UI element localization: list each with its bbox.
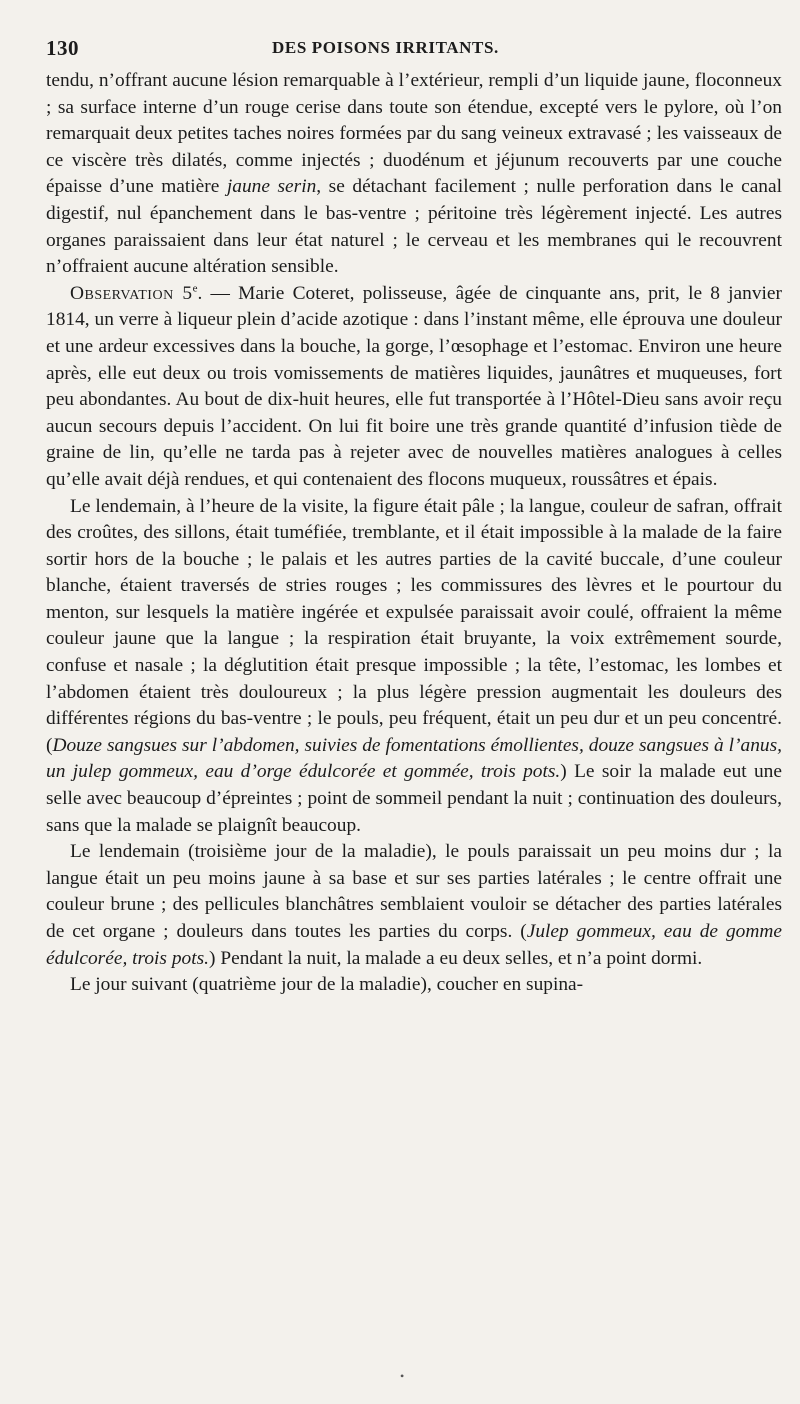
text-run: ) Pendant la nuit, la malade a eu deux selles, et n’a point dormi. xyxy=(209,947,703,969)
text-run: tendu, n’offrant aucune lésion remarquable à l’extérieur, rempli d’un liquide jaune, floconneux ; sa surface interne d’un rouge cerise dans toute son étendue, excepté vers le pylore, où l’on remarquait deux petites taches noires formées par du sang veineux extravasé ; les vaisseaux de ce viscère très dilatés, comme injectés ; duodénum et jéjunum recouverts par une couche épaisse d’une matière xyxy=(46,70,782,198)
text-run: Le jour suivant (quatrième jour de la maladie), coucher en supina- xyxy=(70,974,584,996)
paragraph xyxy=(46,972,782,999)
text-run: ) Le soir la malade eut une selle avec beaucoup d’épreintes ; point de sommeil pendant la nuit ; continuation des douleurs, sans que la malade se plaignît beaucoup. xyxy=(46,761,782,836)
text-run: . — Marie Coteret, polisseuse, âgée de cinquante ans, prit, le 8 janvier 1814, un verre à liqueur plein d’acide azotique : dans l’instant même, elle éprouva une douleur et une ardeur excessives dans la bouche, la gorge, l’œsophage et l’estomac. Environ une heure après, elle eut deux ou trois vomissements de matières liquides, jaunâtres et muqueuses, fort peu abondantes. Au bout de dix-huit heures, elle fut transportée à l’Hôtel-Dieu sans avoir reçu aucun secours depuis l’accident. On lui fit boire une très grande quantité d’infusion tiède de graine de lin, qu’elle ne tarda pas à rejeter avec de nouvelles matières analogues à celles qu’elle avait déjà rendues, et qui contenaient des flocons muqueux, roussâtres et épais. xyxy=(46,282,782,490)
ordinal-superscript: e xyxy=(192,282,198,295)
paragraph xyxy=(46,494,782,840)
text-run: , se détachant facilement ; nulle perforation dans le canal digestif, nul épanchement dans le bas-ventre ; péritoine très légèrement injecté. Les autres organes paraissaient dans leur état naturel ; le cerveau et les membranes qui le recouvrent n’offraient aucune altération sensible. xyxy=(46,176,782,278)
italic-text: jaune serin xyxy=(226,176,317,198)
observation-heading: Observation 5 xyxy=(70,282,193,304)
running-head: DES POISONS IRRITANTS. xyxy=(272,38,499,57)
page-header xyxy=(46,32,780,68)
italic-text: Douze sangsues sur l’abdomen, suivies de fomentations émollientes, douze sangsues à l’anus, un julep gommeux, eau d’orge édulcorée et gommée, trois pots. xyxy=(46,734,782,783)
paragraph xyxy=(46,68,782,281)
footer-mark: • xyxy=(400,1369,405,1383)
page-number: 130 xyxy=(46,36,79,60)
italic-text: Julep gommeux, eau de gomme édulcorée, trois pots. xyxy=(46,921,782,969)
paragraph xyxy=(46,281,782,494)
text-run: Le lendemain (troisième jour de la maladie), le pouls paraissait un peu moins dur ; la langue était un peu moins jaune à sa base et sur ses parties latérales ; le centre offrait une couleur brune ; des pellicules blanchâtres semblaient vouloir se détacher des parties latérales de cet organe ; douleurs dans toutes les parties du corps. ( xyxy=(46,841,782,942)
body-text xyxy=(46,68,782,999)
text-run: Le lendemain, à l’heure de la visite, la figure était pâle ; la langue, couleur de safran, offrait des croûtes, des sillons, était tuméfiée, tremblante, et il était impossible à la malade de la faire sortir hors de la bouche ; le palais et les autres parties de la cavité buccale, d’une couleur blanche, étaient traversés de stries rouges ; les commissures des lèvres et le pourtour du menton, sur lesquels la matière ingérée et expulsée paraissait avoir coulé, offraient la même couleur jaune que la langue ; la respiration était bruyante, la voix extrêmement sourde, confuse et nasale ; la déglutition était presque impossible ; la tête, l’estomac, les lombes et l’abdomen étaient très douloureux ; la plus légère pression augmentait les douleurs des différentes régions du bas-ventre ; le pouls, peu fréquent, était un peu dur et un peu concentré. ( xyxy=(46,495,782,756)
paragraph xyxy=(46,839,782,972)
